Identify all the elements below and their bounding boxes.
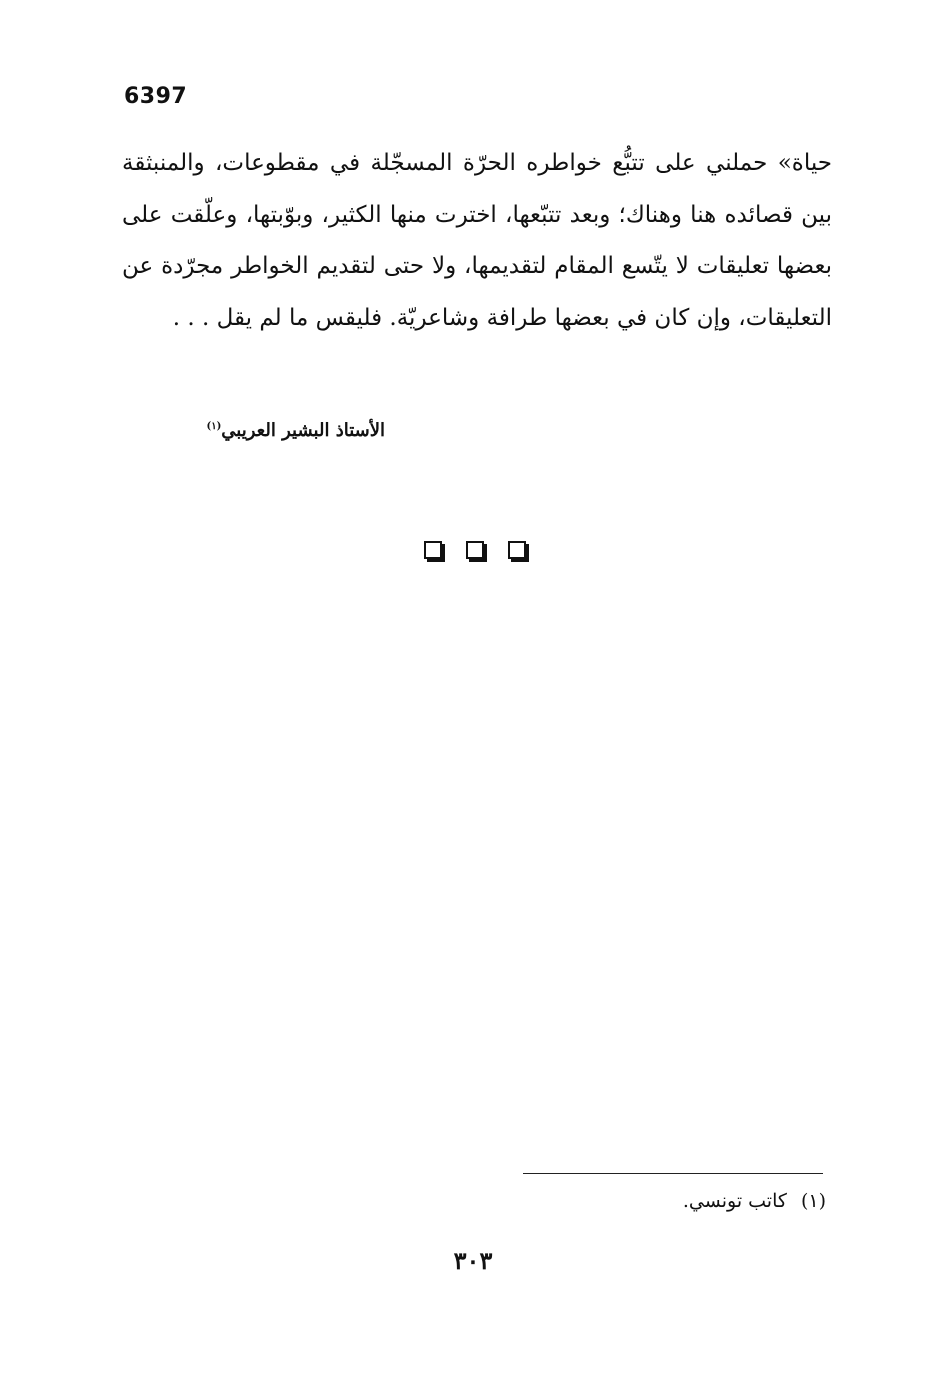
author-footnote-ref: (١) (206, 421, 222, 432)
page-number: ٣٠٣ (453, 1246, 493, 1275)
divider-box-icon (466, 541, 484, 559)
divider-box-icon (508, 541, 526, 559)
footnote-text: كاتب تونسي. (682, 1190, 787, 1212)
author-name: الأستاذ البشير العريبي (221, 420, 385, 441)
body-paragraph: حياة» حملني على تتبُّع خواطره الحرّة المسجّلة في مقطوعات، والمنبثقة بين قصائده هنا وهناك؛ وبعد تتبّعها، اخترت منها الكثير، وبوّبتها، وعلّقت على بعضها تعليقات لا يتّسع المقام لتقديمها، ولا حتى لتقديم الخواطر مجرّدة عن التعليقات، وإن كان في بعضها طرافة وشاعريّة. فليقس ما لم يقل . . . (122, 150, 832, 331)
body-text (122, 138, 832, 344)
footnote (520, 1190, 826, 1212)
page-id-number: 6397 (124, 84, 188, 109)
section-divider (424, 541, 526, 563)
footnote-rule (523, 1173, 823, 1174)
divider-box-icon (424, 541, 442, 559)
footnote-marker: (١) (800, 1190, 826, 1212)
author-signature (180, 420, 385, 441)
